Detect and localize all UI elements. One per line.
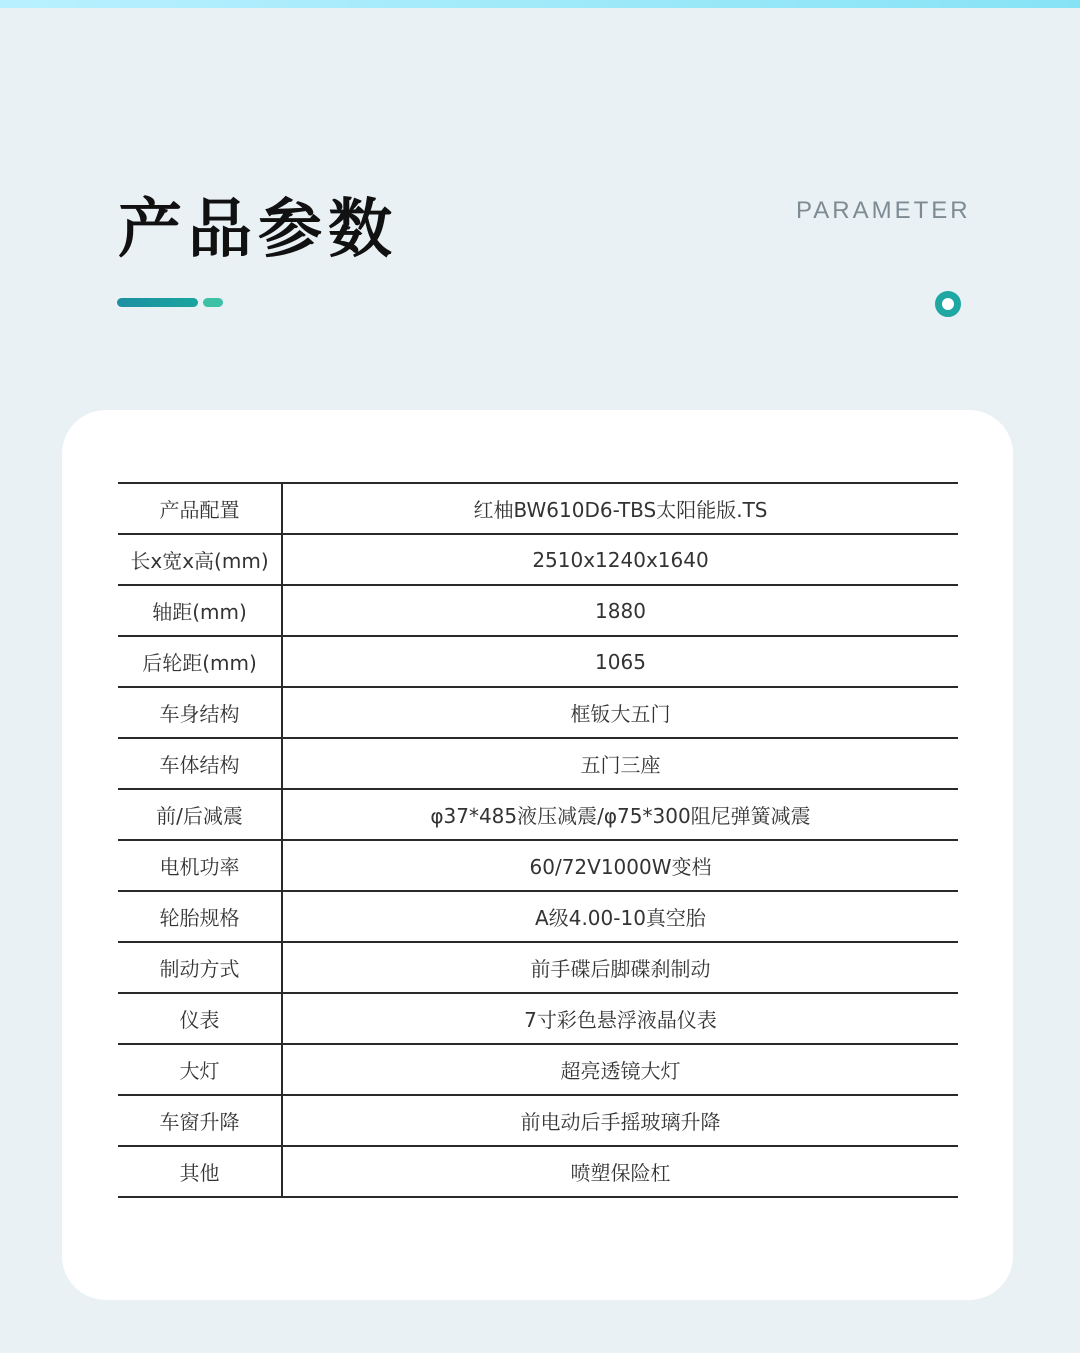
- spec-label: 前/后减震: [118, 789, 282, 840]
- table-row: [118, 1146, 958, 1197]
- spec-label: 车窗升降: [118, 1095, 282, 1146]
- title-underline-short: [203, 298, 223, 307]
- table-row: [118, 891, 958, 942]
- spec-label: 车身结构: [118, 687, 282, 738]
- spec-table: [118, 482, 958, 1198]
- spec-value: 前手碟后脚碟刹制动: [282, 942, 958, 993]
- spec-label: 轴距(mm): [118, 585, 282, 636]
- table-row: [118, 687, 958, 738]
- table-row: [118, 942, 958, 993]
- spec-value: 五门三座: [282, 738, 958, 789]
- spec-table-body: [118, 483, 958, 1197]
- table-row: [118, 840, 958, 891]
- spec-label: 其他: [118, 1146, 282, 1197]
- table-row: [118, 1044, 958, 1095]
- spec-label: 制动方式: [118, 942, 282, 993]
- table-row: [118, 585, 958, 636]
- spec-label: 后轮距(mm): [118, 636, 282, 687]
- spec-value: φ37*485液压减震/φ75*300阻尼弹簧减震: [282, 789, 958, 840]
- spec-label: 长x宽x高(mm): [118, 534, 282, 585]
- page-title: 产品参数: [118, 193, 398, 267]
- table-row: [118, 789, 958, 840]
- spec-label: 仪表: [118, 993, 282, 1044]
- spec-value: 红柚BW610D6-TBS太阳能版.TS: [282, 483, 958, 534]
- spec-value: 超亮透镜大灯: [282, 1044, 958, 1095]
- table-row: [118, 1095, 958, 1146]
- table-row: [118, 534, 958, 585]
- spec-label: 大灯: [118, 1044, 282, 1095]
- table-row: [118, 483, 958, 534]
- spec-label: 轮胎规格: [118, 891, 282, 942]
- spec-value: 1065: [282, 636, 958, 687]
- spec-value: 60/72V1000W变档: [282, 840, 958, 891]
- spec-label: 电机功率: [118, 840, 282, 891]
- spec-value: 7寸彩色悬浮液晶仪表: [282, 993, 958, 1044]
- spec-value: 框钣大五门: [282, 687, 958, 738]
- spec-value: 喷塑保险杠: [282, 1146, 958, 1197]
- table-row: [118, 636, 958, 687]
- page-subtitle: PARAMETER: [796, 197, 971, 224]
- title-underline-long: [117, 298, 198, 307]
- spec-value: 2510x1240x1640: [282, 534, 958, 585]
- ring-icon: [935, 291, 961, 317]
- top-accent-strip: [0, 0, 1080, 8]
- spec-value: 前电动后手摇玻璃升降: [282, 1095, 958, 1146]
- spec-value: 1880: [282, 585, 958, 636]
- spec-value: A级4.00-10真空胎: [282, 891, 958, 942]
- spec-label: 车体结构: [118, 738, 282, 789]
- table-row: [118, 993, 958, 1044]
- spec-label: 产品配置: [118, 483, 282, 534]
- table-row: [118, 738, 958, 789]
